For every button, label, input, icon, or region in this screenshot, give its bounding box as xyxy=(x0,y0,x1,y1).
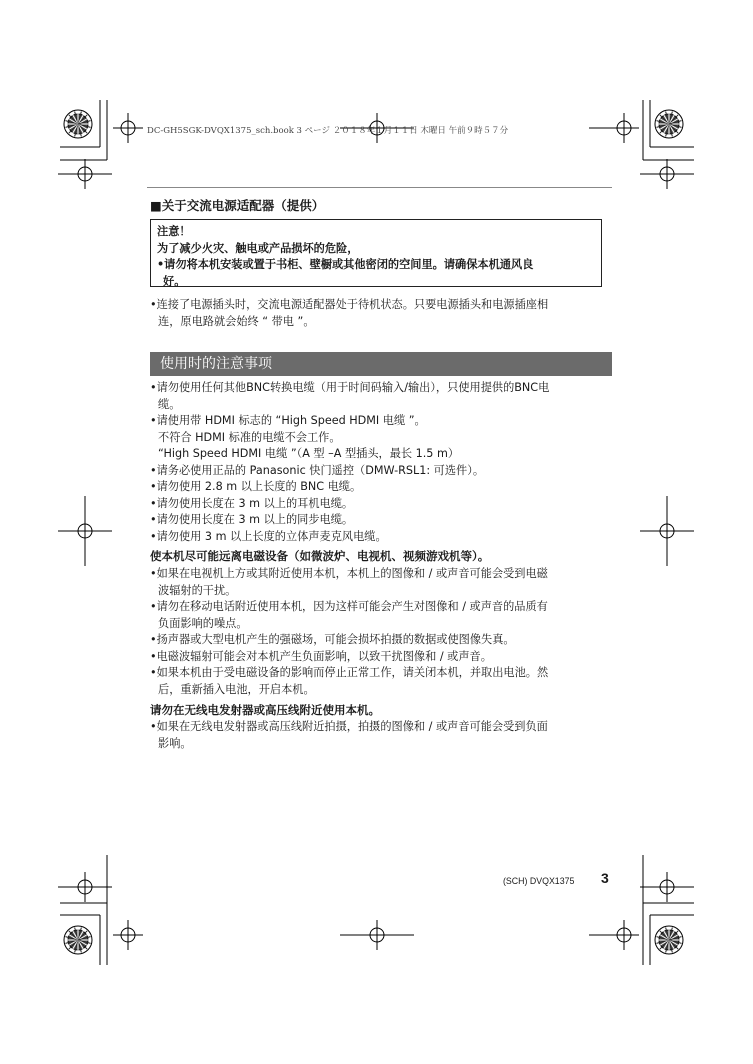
list-item: •扬声器或大型电机产生的强磁场，可能会损坏拍摄的数据或使图像失真。 xyxy=(150,633,515,646)
crosshair-bottom-3 xyxy=(589,920,639,950)
crosshair-mid-left xyxy=(58,496,112,566)
list-item: •如果在无线电发射器或高压线附近拍摄，拍摄的图像和 / 或声音可能会受到负面 xyxy=(150,720,548,733)
list-item: •请勿使用长度在 3 m 以上的同步电缆。 xyxy=(150,513,354,526)
list-item: •请勿在移动电话附近使用本机，因为这样可能会产生对图像和 / 或声音的品质有 xyxy=(150,600,548,613)
starburst-rays xyxy=(656,111,682,137)
list-item-cont: 负面影响的噪点。 xyxy=(158,616,248,630)
crosshair-upper-left xyxy=(58,159,112,189)
caution-bullet-line: •请勿将本机安装或置于书柜、壁橱或其他密闭的空间里。请确保本机通风良 xyxy=(157,258,534,271)
list-item-cont: 缆。 xyxy=(158,397,181,411)
subheading-radio-transmitter: 请勿在无线电发射器或高压线附近使用本机。 xyxy=(150,703,380,717)
caution-bullet-cont: 好。 xyxy=(163,274,186,288)
section-title-ac-adaptor: ■关于交流电源适配器（提供） xyxy=(150,198,325,213)
list-item: •电磁波辐射可能会对本机产生负面影响，以致干扰图像和 / 或声音。 xyxy=(150,649,492,663)
electromagnetic-list xyxy=(150,566,612,698)
starburst-rays xyxy=(65,927,91,953)
crosshair-top-1 xyxy=(113,113,143,143)
caution-line: 为了减少火灾、触电或产品损坏的危险， xyxy=(157,241,359,255)
standby-note-line: •连接了电源插头时，交流电源适配器处于待机状态。只要电源插头和电源插座相 xyxy=(150,298,549,311)
list-item-cont: 后，重新插入电池，开启本机。 xyxy=(158,682,315,696)
document-code: (SCH) DVQX1375 xyxy=(503,876,575,886)
list-item: •如果本机由于受电磁设备的影响而停止正常工作，请关闭本机，并取出电池。然 xyxy=(150,666,549,679)
list-item-cont: 影响。 xyxy=(158,736,192,750)
list-item-cont: 波辐射的干扰。 xyxy=(158,583,237,597)
list-item-cont: “High Speed HDMI 电缆 ”（A 型 –A 型插头，最长 1.5 m） xyxy=(158,447,460,460)
crosshair-lower-right xyxy=(640,872,694,902)
list-item: •如果在电视机上方或其附近使用本机，本机上的图像和 / 或声音可能会受到电磁 xyxy=(150,567,548,580)
print-slug-header: DC-GH5SGK-DVQX1375_sch.book 3 ページ ２０１８年１月１１日 木曜日 午前９時５７分 xyxy=(147,126,509,136)
crosshair-upper-right xyxy=(640,159,694,189)
list-item: •请使用带 HDMI 标志的 “High Speed HDMI 电缆 ”。 xyxy=(150,414,426,427)
subheading-electromagnetic: 使本机尽可能远离电磁设备（如微波炉、电视机、视频游戏机等）。 xyxy=(150,549,490,563)
caution-title: 注意！ xyxy=(157,225,191,238)
crosshair-bottom-1 xyxy=(113,920,143,950)
standby-note-line: 连，原电路就会始终 “ 带电 ”。 xyxy=(158,314,315,328)
section-heading-bar: 使用时的注意事项 xyxy=(150,352,612,376)
page-number: 3 xyxy=(601,870,609,886)
starburst-rays xyxy=(65,111,91,137)
cable-precautions-list xyxy=(150,380,612,545)
list-item: •请勿使用任何其他BNC转换电缆（用于时间码输入/输出），只使用提供的BNC电 xyxy=(150,381,550,394)
radio-transmitter-list xyxy=(150,719,612,752)
crosshair-mid-right xyxy=(640,496,694,566)
list-item: •请勿使用 2.8 m 以上长度的 BNC 电缆。 xyxy=(150,480,362,493)
list-item-cont: 不符合 HDMI 标准的电缆不会工作。 xyxy=(158,430,341,444)
caution-box xyxy=(150,219,602,287)
list-item: •请务必使用正品的 Panasonic 快门遥控（DMW-RSL1: 可选件）。 xyxy=(150,463,485,477)
crosshair-lower-left xyxy=(58,872,112,902)
caution-bullet xyxy=(157,257,601,274)
standby-note xyxy=(150,297,612,330)
crosshair-bottom-2 xyxy=(340,920,414,950)
starburst-rays xyxy=(656,927,682,953)
crosshair-top-3 xyxy=(589,113,639,143)
list-item: •请勿使用 3 m 以上长度的立体声麦克风电缆。 xyxy=(150,529,387,543)
header-rule xyxy=(147,187,612,188)
list-item: •请勿使用长度在 3 m 以上的耳机电缆。 xyxy=(150,496,354,510)
